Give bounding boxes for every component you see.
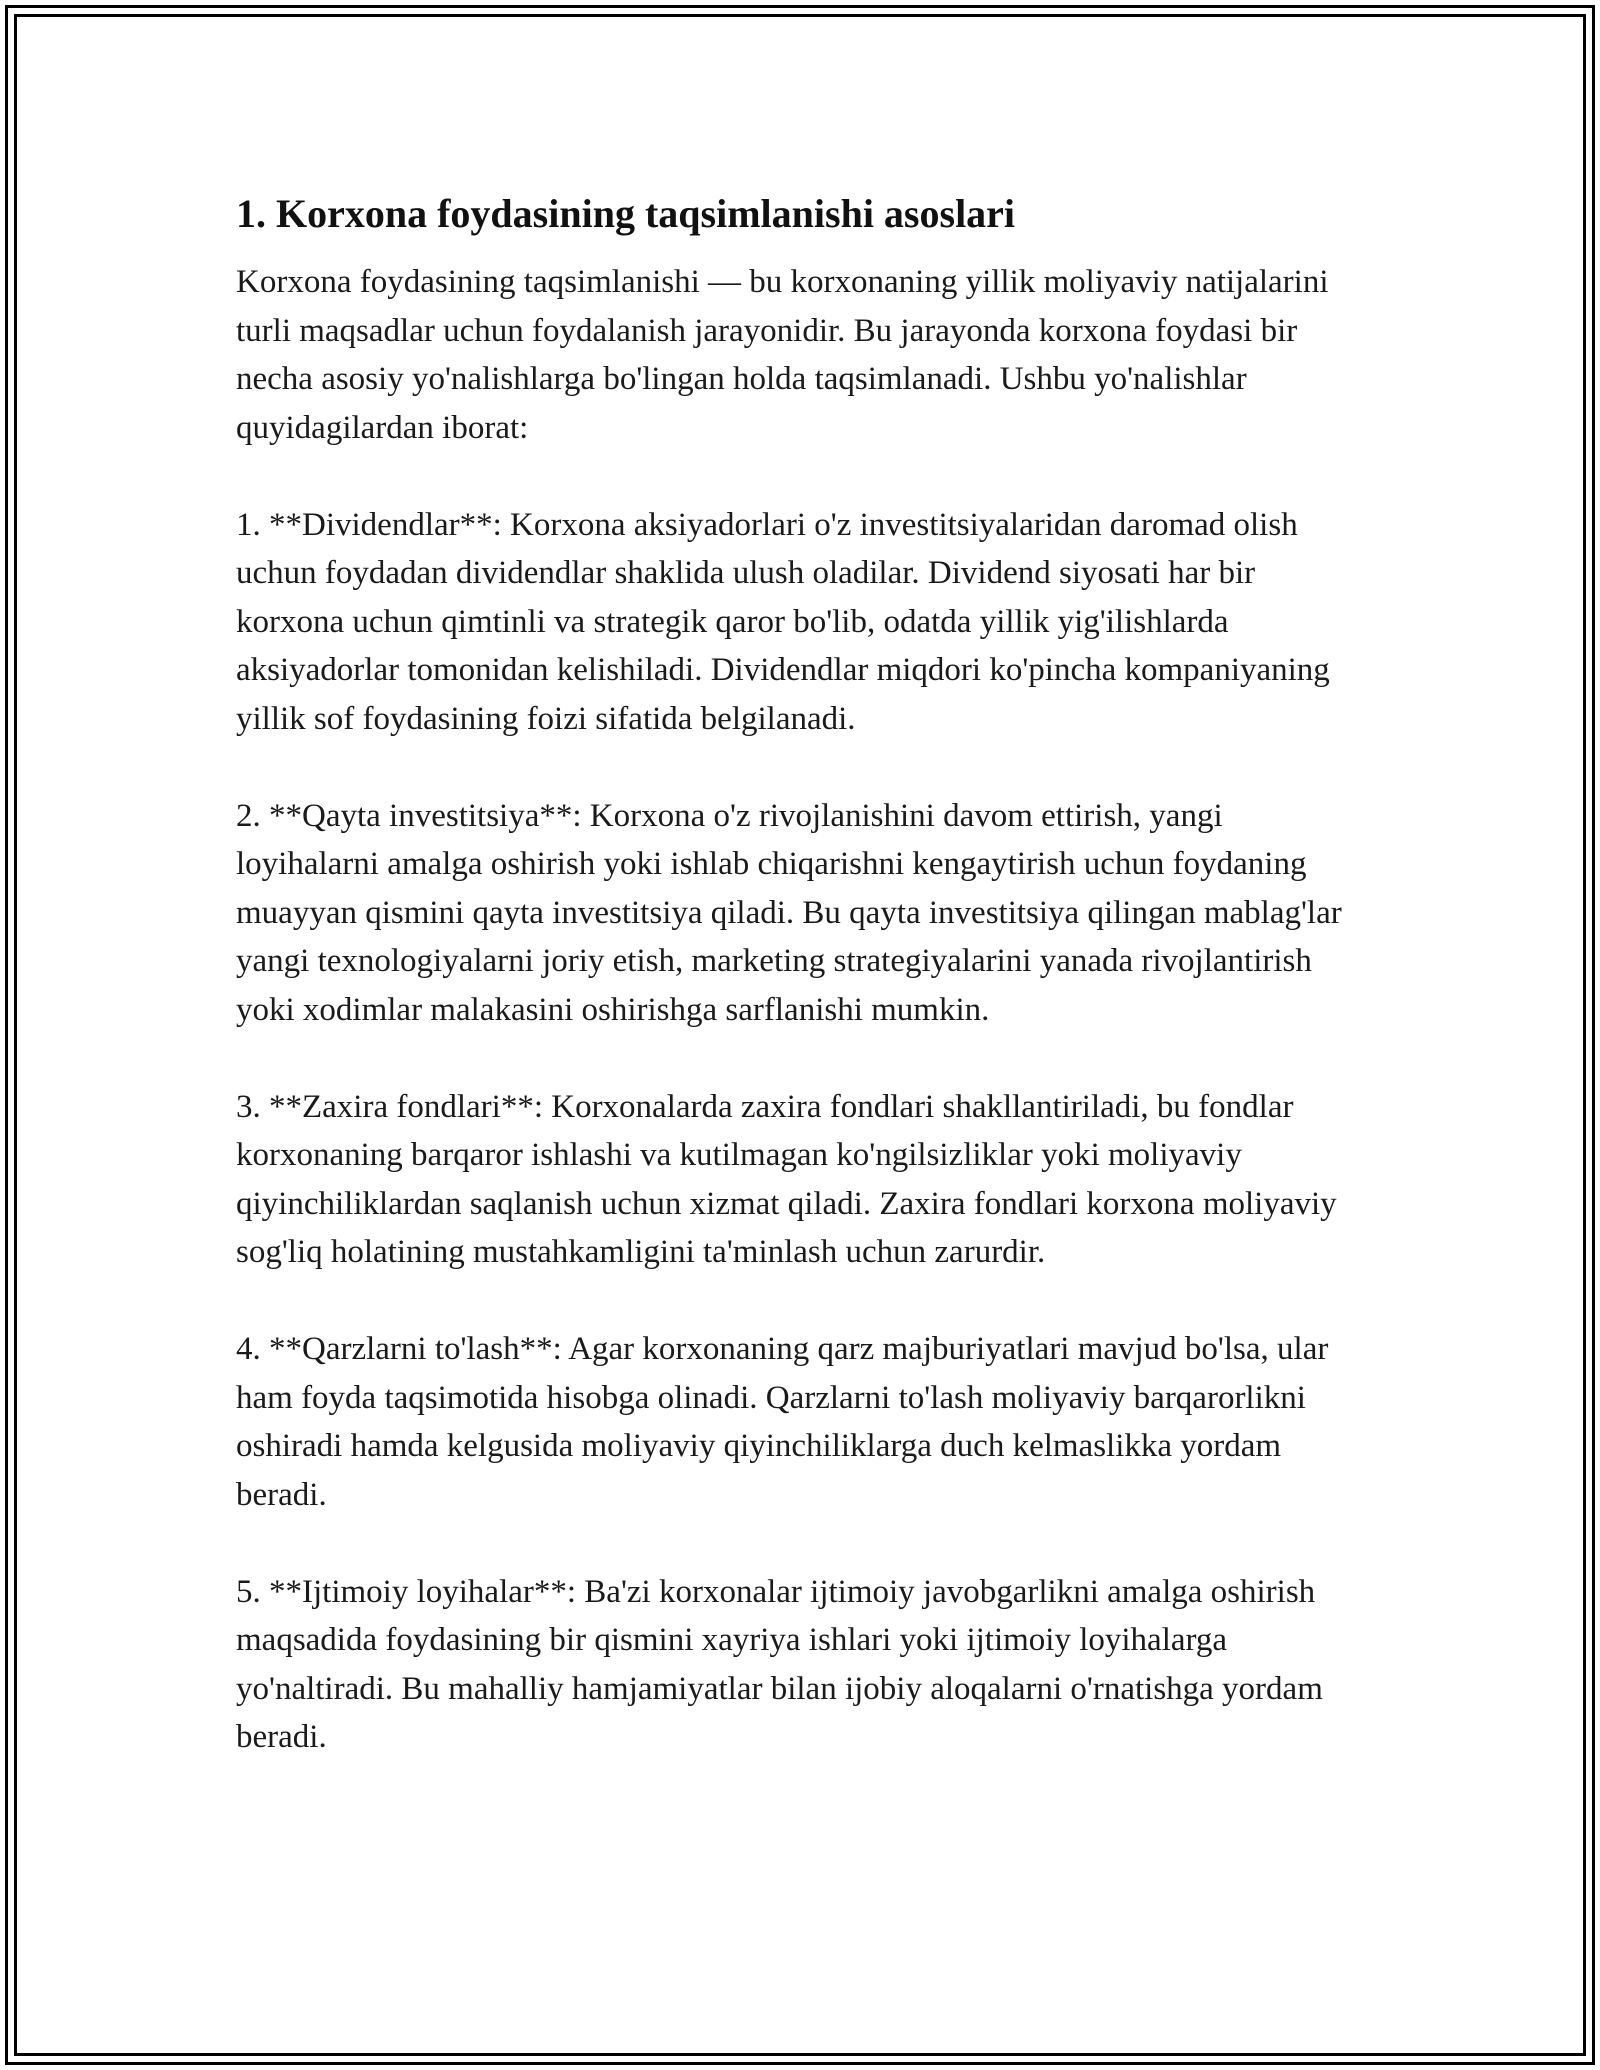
paragraph-reinvestment: 2. **Qayta investitsiya**: Korxona o'z rivojlanishini davom ettirish, yangi loyihalarni amalga oshirish yoki ishlab chiqarishni kengaytirish uchun foydaning muayyan qismini qayta investitsiya qiladi. Bu qayta investitsiya qilingan mablag'lar yangi texnologiyalarni joriy etish, marketing strategiyalarini yanada rivojlantirish yoki xodimlar malakasini oshirishga sarflanishi mumkin. [236,797,1342,1028]
paragraph-reserve-funds: 3. **Zaxira fondlari**: Korxonalarda zaxira fondlari shakllantiriladi, bu fondlar korxonaning barqaror ishlashi va kutilmagan ko'ngilsizliklar yoki moliyaviy qiyinchiliklardan saqlanish uchun xizmat qiladi. Zaxira fondlari korxona moliyaviy sog'liq holatining mustahkamligini ta'minlash uchun zarurdir. [236,1088,1337,1270]
intro-paragraph: Korxona foydasining taqsimlanishi — bu korxonaning yillik moliyaviy natijalarini turli maqsadlar uchun foydalanish jarayonidir. Bu jarayonda korxona foydasi bir necha asosiy yo'nalishlarga bo'lingan holda taqsimlanadi. Ushbu yo'nalishlar quyidagilardan iborat: [236,264,1329,446]
document-body [236,188,1366,1762]
paragraph-dividends: 1. **Dividendlar**: Korxona aksiyadorlari o'z investitsiyalaridan daromad olish uchun foydadan dividendlar shaklida ulush oladilar. Dividend siyosati har bir korxona uchun qimtinli va strategik qaror bo'lib, odatda yillik yig'ilishlarda aksiyadorlar tomonidan kelishiladi. Dividendlar miqdori ko'pincha kompaniyaning yillik sof foydasining foizi sifatida belgilanadi. [236,506,1330,737]
section-title: 1. Korxona foydasining taqsimlanishi asoslari [236,191,1016,236]
paragraph-debt-repayment: 4. **Qarzlarni to'lash**: Agar korxonaning qarz majburiyatlari mavjud bo'lsa, ular ham foyda taqsimotida hisobga olinadi. Qarzlarni to'lash moliyaviy barqarorlikni oshiradi hamda kelgusida moliyaviy qiyinchiliklarga duch kelmaslikka yordam beradi. [236,1331,1329,1513]
paragraph-social-projects: 5. **Ijtimoiy loyihalar**: Ba'zi korxonalar ijtimoiy javobgarlikni amalga oshirish maqsadida foydasining bir qismini xayriya ishlari yoki ijtimoiy loyihalarga yo'naltiradi. Bu mahalliy hamjamiyatlar bilan ijobiy aloqalarni o'rnatishga yordam beradi. [236,1573,1323,1755]
